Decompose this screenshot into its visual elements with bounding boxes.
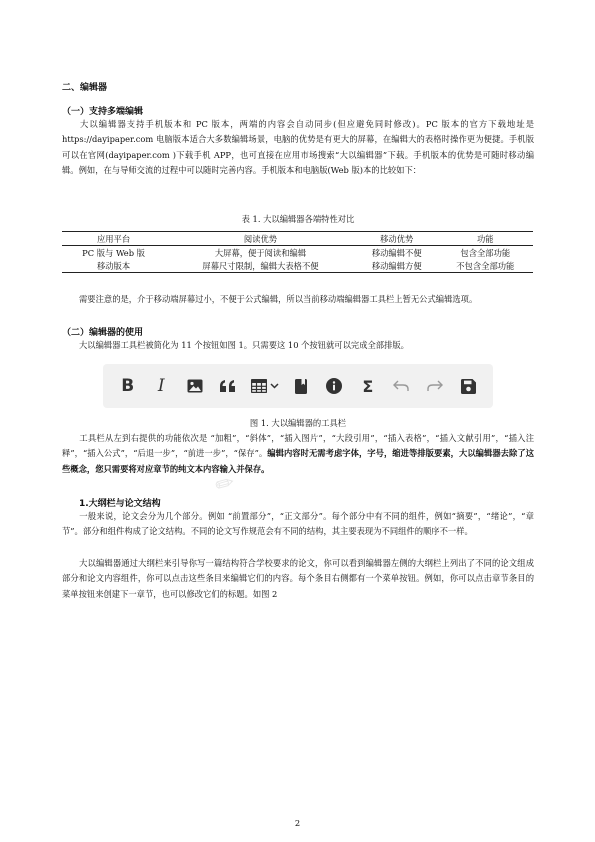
table-cell: 移动编辑方便: [356, 259, 438, 273]
table-cell: 移动编辑不便: [371, 247, 422, 258]
table-header-cell: 应用平台: [62, 232, 165, 246]
save-icon: [457, 375, 479, 397]
figure-caption: 图 1. 大以编辑器的工具栏: [249, 418, 347, 428]
paragraph-toolbar-intro-text: 大以编辑器工具栏被简化为 11 个按钮如图 1。只需要这 10 个按钮就可以完成全部排版。: [79, 340, 409, 350]
subsection-title-outline: 1.大纲栏与论文结构: [79, 499, 161, 509]
table-cell: 大屏幕，便于阅读和编辑: [214, 247, 307, 258]
table-cell: 包含全部功能: [460, 247, 511, 258]
paragraph-toolbar-functions: [62, 431, 534, 477]
subsection-title-multi-device: （一）支持多端编辑: [62, 107, 144, 117]
table-row: [62, 246, 533, 260]
table-cell: 移动版本: [62, 259, 165, 273]
table-cell: 屏幕尺寸限制，编辑大表格不便: [165, 259, 356, 273]
table-icon: [251, 375, 279, 397]
paragraph-structure-text: 一般来说，论文会分为几个部分。例如 “前置部分”，“正文部分”。每个部分中有不同的组件，例如“摘要”，“绪论”，“章节”。部分和组件构成了论文结构。不同的论文写作规范会有不同的结构，其主要表现为不同组件的顺序不一样。: [62, 511, 534, 537]
table-header-row: [62, 232, 533, 246]
section-title: 二、编辑器: [62, 83, 108, 93]
sigma-icon: Σ: [362, 376, 374, 396]
editor-toolbar-figure: [103, 364, 493, 408]
bookmark-icon: [290, 375, 312, 397]
quote-icon: [217, 375, 239, 397]
undo-icon: [390, 375, 412, 397]
comparison-table: [62, 231, 533, 273]
table-header-cell: 阅读优势: [165, 232, 356, 246]
paragraph-note: [62, 292, 534, 307]
table-caption: 表 1. 大以编辑器各端特性对比: [241, 214, 355, 224]
table-cell: PC 版与 Web 版: [82, 247, 145, 258]
paragraph-toolbar-intro: [62, 338, 534, 353]
paragraph-note-text: 需要注意的是，介于移动端屏幕过小，不便于公式编辑，所以当前移动端编辑器工具栏上暂无公式编辑选项。: [79, 294, 478, 304]
table-header-cell: 移动优势: [356, 232, 438, 246]
chevron-down-icon: [270, 383, 279, 389]
watermark: ✎: [210, 470, 242, 499]
italic-icon: I: [157, 376, 165, 396]
bold-icon: B: [121, 376, 135, 396]
table-row: [62, 259, 533, 273]
page-number: 2: [294, 818, 301, 828]
paragraph-outline: [62, 556, 534, 602]
subsection-title-usage: （二）编辑器的使用: [62, 328, 144, 338]
paragraph-structure: [62, 509, 534, 540]
info-icon: [323, 375, 345, 397]
redo-icon: [424, 375, 446, 397]
table-header-cell: 功能: [438, 232, 533, 246]
paragraph-toolbar-functions-text: 工具栏从左到右提供的功能依次是 “加粗”，“斜体”，“插入图片”，“大段引用”，“插入表格”，“插入文献引用”，“插入注释”，“插入公式”，“后退一步”，“前进一步”，“保存”。: [62, 433, 534, 459]
paragraph-intro: [62, 117, 534, 178]
table-cell: 不包含全部功能: [438, 259, 533, 273]
image-icon: [184, 375, 206, 397]
paragraph-toolbar-functions-bold: 编辑内容时无需考虑字体，字号，缩进等排版要素，大以编辑器去除了这些概念，您只需要将对应章节的纯文本内容输入并保存。: [62, 448, 534, 474]
paragraph-intro-text: 大以编辑器支持手机版本和 PC 版本，两端的内容会自动同步(但应避免同时修改)。PC 版本的官方下载地址是 https://dayipaper.com 电脑版本适合大多数编辑场景，电脑的优势是有更大的屏幕，在编辑大的表格时操作更为便捷。手机版可以在官网(dayipaper.com )下载手机 APP，也可直接在应用市场搜索“大以编辑器”下载。手机版本的优势是可随时移动编辑。例如，在与导师交流的过程中可以随时完善内容。手机版本和电脑版(Web 版)本的比较如下：: [62, 119, 534, 175]
paragraph-outline-text: 大以编辑器通过大纲栏来引导你写一篇结构符合学校要求的论文，你可以看到编辑器左侧的大纲栏上列出了不同的论文组成部分和论文内容组件，你可以点击这些条目来编辑它们的内容。每个条目右侧都有一个菜单按钮。例如，你可以点击章节条目的菜单按钮来创建下一章节，也可以修改它们的标题。如图 2: [62, 558, 534, 599]
